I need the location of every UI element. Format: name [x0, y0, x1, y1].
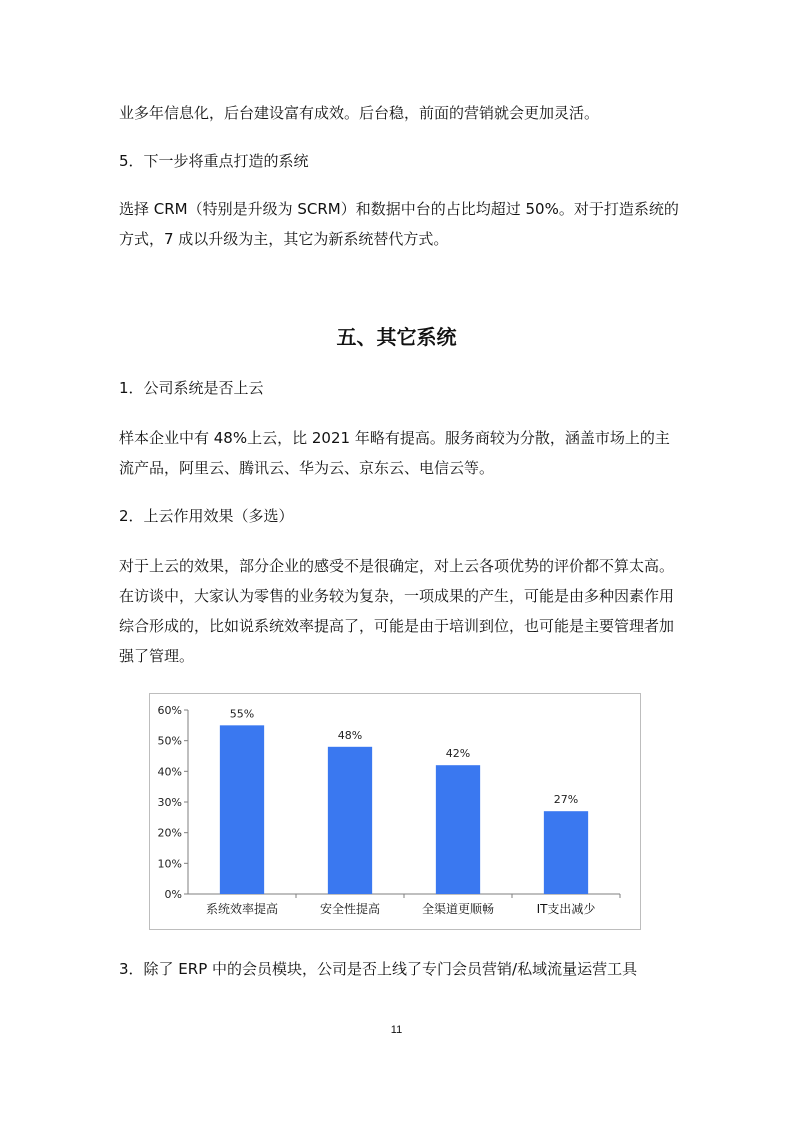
x-category-label: 全渠道更顺畅	[421, 902, 495, 916]
subsection-1-title: 1．公司系统是否上云	[119, 379, 264, 397]
paragraph-subsection-2: 对于上云的效果，部分企业的感受不是很确定，对上云各项优势的评价都不算太高。在访谈中，大家认为零售的业务较为复杂，一项成果的产生，可能是由多种因素作用综合形成的，比如说系统效率提高了，可能是由于培训到位，也可能是主要管理者加强了管理。	[119, 557, 675, 665]
bar	[220, 725, 264, 894]
bar	[328, 747, 372, 894]
y-tick-label: 60%	[157, 704, 182, 717]
bar-data-label: 27%	[553, 793, 579, 807]
bar-chart-svg	[150, 694, 640, 929]
page-number: 11	[390, 1024, 403, 1036]
bar	[544, 811, 588, 894]
paragraph-intro-continued: 业多年信息化，后台建设富有成效。后台稳，前面的营销就会更加灵活。	[119, 104, 600, 122]
y-tick-label: 20%	[157, 826, 182, 840]
y-tick-label: 40%	[157, 765, 182, 779]
y-tick-label: 10%	[157, 857, 182, 871]
bar-data-label: 48%	[337, 728, 363, 742]
paragraph-subsection-1: 样本企业中有 48%上云，比 2021 年略有提高。服务商较为分散，涵盖市场上的主流产品，阿里云、腾讯云、华为云、京东云、电信云等。	[119, 429, 670, 477]
bar-data-label: 42%	[445, 747, 471, 761]
y-tick-label: 50%	[157, 734, 182, 748]
bar	[436, 765, 480, 894]
chapter-heading: 五、其它系统	[336, 325, 457, 349]
subsection-2-title: 2．上云作用效果（多选）	[119, 507, 294, 525]
x-category-label: 系统效率提高	[205, 902, 279, 916]
bar-data-label: 55%	[229, 707, 255, 721]
x-category-label: 安全性提高	[319, 902, 381, 916]
subsection-3-title: 3．除了 ERP 中的会员模块，公司是否上线了专门会员营销/私域流量运营工具	[119, 960, 638, 978]
x-category-label: IT支出减少	[536, 902, 596, 916]
section-5-title: 5．下一步将重点打造的系统	[119, 152, 309, 170]
y-tick-label: 30%	[157, 796, 182, 809]
y-tick-label: 0%	[164, 888, 182, 901]
paragraph-section-5: 选择 CRM（特别是升级为 SCRM）和数据中台的占比均超过 50%。对于打造系统的方式，7 成以升级为主，其它为新系统替代方式。	[119, 200, 679, 248]
cloud-effect-chart	[149, 693, 641, 930]
